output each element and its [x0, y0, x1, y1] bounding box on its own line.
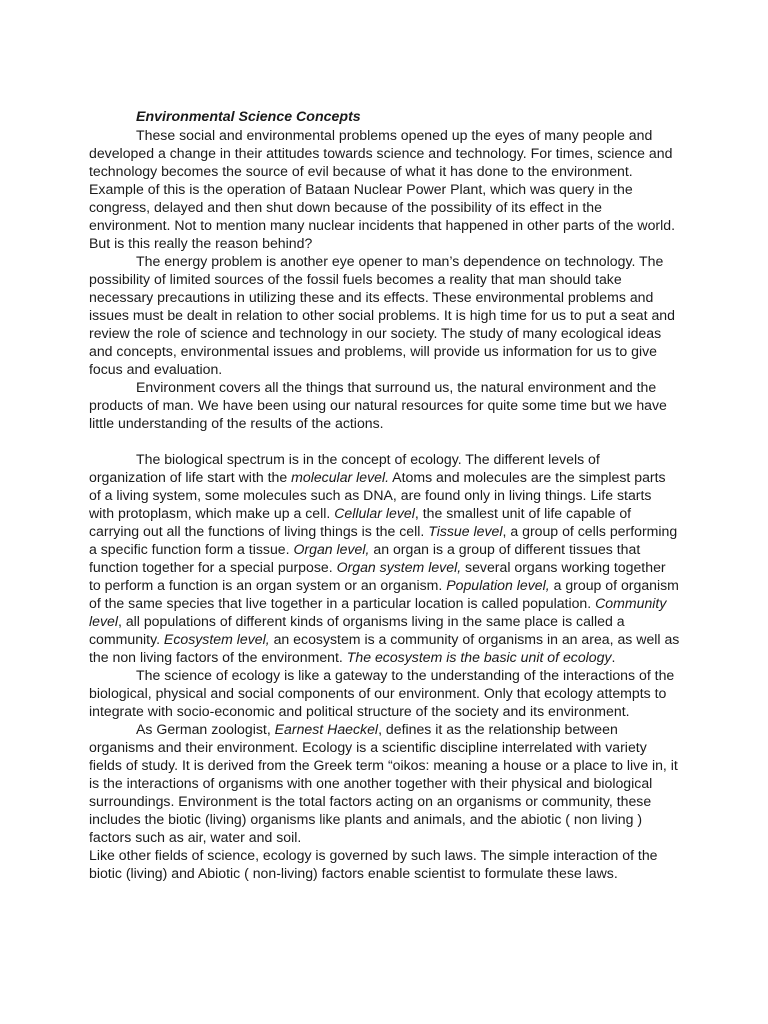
text-run: an organ is a group of different tissues that function together for a special purpose. — [89, 541, 641, 575]
term-tissue-level: Tissue level — [428, 523, 503, 539]
term-organ-system-level: Organ system level, — [336, 559, 462, 575]
text-run: , the smallest unit of life capable of carrying out all the functions of living things is the cell. — [89, 505, 632, 539]
text-run: , a group of cells performing a specific function form a tissue. — [89, 523, 678, 557]
term-cellular-level: Cellular level — [334, 505, 415, 521]
paragraph-energy-problem: The energy problem is another eye opener to man’s dependence on technology. The possibility of limited sources of the fossil fuels becomes a reality that man should take necessary precautions in utilizing these and its effects. These environmental problems and issues must be dealt in relation to other social problems. It is high time for us to put a seat and review the role of science and technology in our society. The study of many ecological ideas and concepts, environmental issues and problems, will provide us information for us to give focus and evaluation. — [89, 253, 675, 377]
term-community-level: Community level — [89, 595, 667, 629]
name-earnest-haeckel: Earnest Haeckel — [274, 721, 379, 737]
document-title: Environmental Science Concepts — [136, 109, 361, 125]
paragraph-social-problems: These social and environmental problems opened up the eyes of many people and developed a change in their attitudes towards science and technology. For times, science and technology becomes the source of evil because of what it has done to the environment. Example of this is the operation of Bataan Nuclear Power Plant, which was query in the congress, delayed and then shut down because of the possibility of its effect in the environment. Not to mention many nuclear incidents that happened in other parts of the world. But is this really the reason behind? — [89, 127, 676, 251]
text-run: an ecosystem is a community of organisms in an area, as well as the non living factors of the environment. — [89, 631, 680, 665]
term-molecular-level: molecular level. — [291, 469, 390, 485]
paragraph-gap — [89, 432, 680, 450]
paragraph-science-of-ecology: The science of ecology is like a gateway to the understanding of the interactions of the biological, physical and social components of our environment. Only that ecology attempts to integrate with socio-economic and political structure of the society and its environment. — [89, 667, 675, 719]
paragraph-biological-spectrum — [89, 450, 680, 666]
term-organ-level: Organ level, — [293, 541, 370, 557]
term-ecosystem-unit: The ecosystem is the basic unit of ecology — [346, 649, 612, 665]
term-population-level: Population level, — [446, 577, 550, 593]
text-run: several organs working together to perform a function is an organ system or an organism. — [89, 559, 666, 593]
paragraph-haeckel — [89, 720, 680, 846]
text-run: , defines it as the relationship between organisms and their environment. Ecology is a scientific discipline interrelated with variety fields of study. It is derived from the Greek term “oikos: meaning a house or a place to live in, it is the interactions of organisms with one another together with their physical and biological surroundings. Environment is the total factors acting on an organisms or community, these includes the biotic (living) organisms like plants and animals, and the abiotic ( non living ) factors such as air, water and soil. — [89, 721, 678, 845]
text-run: The biological spectrum is in the concept of ecology. The different levels of organization of life start with the — [89, 451, 600, 485]
text-run: a group of organism of the same species that live together in a particular location is called population. — [89, 577, 679, 611]
text-run: As German zoologist, — [136, 721, 275, 737]
text-run: . — [611, 649, 616, 665]
text-run: , all populations of different kinds of organisms living in the same place is called a community. — [89, 613, 625, 647]
paragraph-environment: Environment covers all the things that surround us, the natural environment and the products of man. We have been using our natural resources for quite some time but we have little understanding of the results of the actions. — [89, 379, 667, 431]
text-run: Atoms and molecules are the simplest parts of a living system, some molecules such as DNA, are found only in living things. Life starts with protoplasm, which make up a cell. — [89, 469, 666, 521]
term-ecosystem-level: Ecosystem level, — [163, 631, 270, 647]
paragraph-ecology-laws: Like other fields of science, ecology is governed by such laws. The simple interaction of the biotic (living) and Abiotic ( non-living) factors enable scientist to formulate these laws. — [89, 847, 658, 881]
